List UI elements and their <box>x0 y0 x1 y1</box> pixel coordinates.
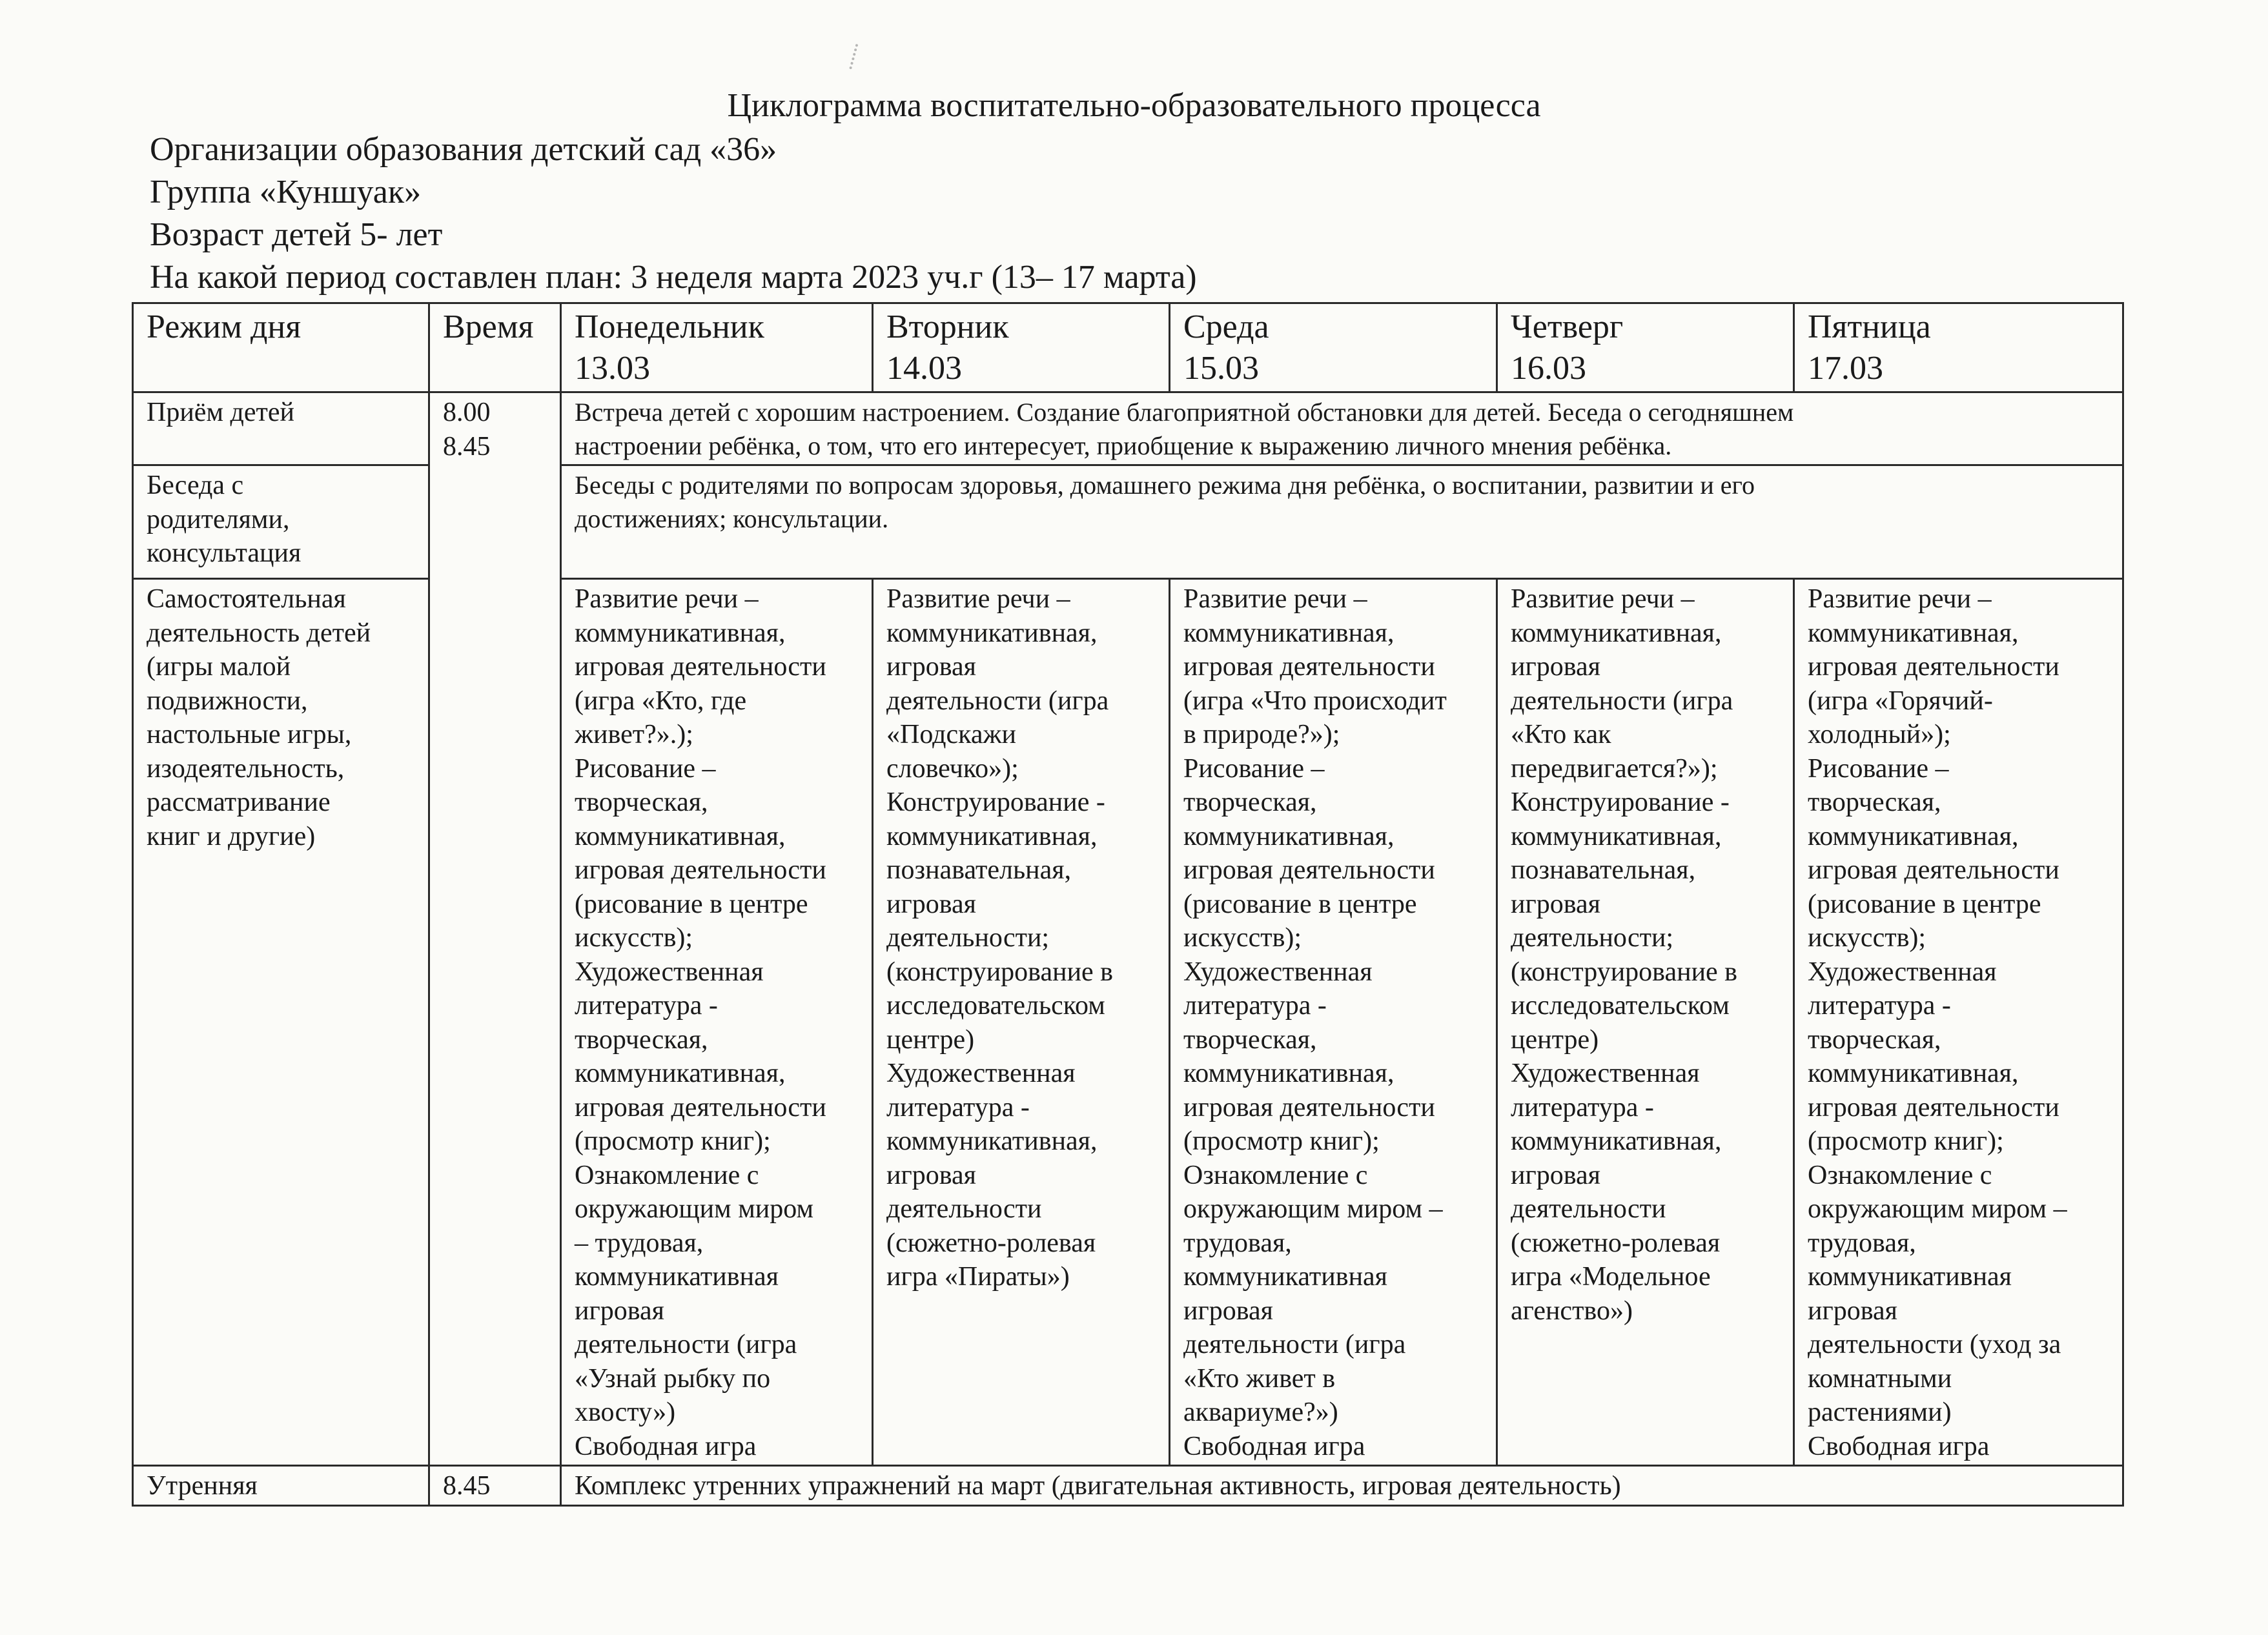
header-time: Время <box>429 303 561 392</box>
time-morning: 8.45 <box>429 1466 561 1506</box>
independent-friday: Развитие речи – коммуникативная, игровая деятельности (игра «Горячий- холодный»); Рисование – творческая, коммуникативная, игровая деятельности (рисование в центре искусств); Художественная литература - творческая, коммуникативная, игровая деятельности (просмотр книг); Ознакомление с окружающим миром – трудовая, коммуникативная игровая деятельности (уход за комнатными растениями) Свободная игра <box>1794 579 2123 1466</box>
age-line: Возраст детей 5- лет <box>150 216 443 253</box>
independent-thursday: Развитие речи – коммуникативная, игровая деятельности (игра «Кто как передвигается?»); Конструирование - коммуникативная, познавательная, игровая деятельности; (конструирование в исследовательском центре) Художественная литература - коммуникативная, игровая деятельности (сюжетно-ролевая игра «Модельное агенство») <box>1497 579 1794 1466</box>
time-reception: 8.00 8.45 <box>429 392 561 1466</box>
row-label-reception: Приём детей <box>133 392 429 465</box>
independent-monday: Развитие речи – коммуникативная, игровая деятельности (игра «Кто, где живет?».); Рисование – творческая, коммуникативная, игровая деятельности (рисование в центре искусств); Художественная литература - творческая, коммуникативная, игровая деятельности (просмотр книг); Ознакомление с окружающим миром – трудовая, коммуникативная игровая деятельности (игра «Узнай рыбку по хвосту») Свободная игра <box>561 579 873 1466</box>
organization-line: Организации образования детский сад «36» <box>150 131 777 168</box>
independent-wednesday: Развитие речи – коммуникативная, игровая деятельности (игра «Что происходит в природе?»); Рисование – творческая, коммуникативная, игровая деятельности (рисование в центре искусств); Художественная литература - творческая, коммуникативная, игровая деятельности (просмотр книг); Ознакомление с окружающим миром – трудовая, коммуникативная игровая деятельности (игра «Кто живет в аквариуме?») Свободная игра <box>1170 579 1497 1466</box>
scan-speck <box>849 44 870 72</box>
table-row-reception <box>133 392 2123 465</box>
parents-text: Беседы с родителями по вопросам здоровья, домашнего режима дня ребёнка, о воспитании, развитии и его достижениях; консультации. <box>561 465 2123 579</box>
table-row-morning <box>133 1466 2123 1506</box>
group-line: Группа «Куншуак» <box>150 174 422 210</box>
document-title: Циклограмма воспитательно-образовательного процесса <box>727 87 1541 124</box>
header-regime: Режим дня <box>133 303 429 392</box>
header-wednesday: Среда 15.03 <box>1170 303 1497 392</box>
header-friday: Пятница 17.03 <box>1794 303 2123 392</box>
reception-text: Встреча детей с хорошим настроением. Создание благоприятной обстановки для детей. Беседа о сегодняшнем настроении ребёнка, о том, что его интересует, приобщение к выражению личного мнения ребёнка. <box>561 392 2123 465</box>
independent-tuesday: Развитие речи – коммуникативная, игровая деятельности (игра «Подскажи словечко»); Конструирование - коммуникативная, познавательная, игровая деятельности; (конструирование в исследовательском центре) Художественная литература - коммуникативная, игровая деятельности (сюжетно-ролевая игра «Пираты») <box>873 579 1170 1466</box>
header-tuesday: Вторник 14.03 <box>873 303 1170 392</box>
table-header-row <box>133 303 2123 392</box>
header-monday: Понедельник 13.03 <box>561 303 873 392</box>
period-line: На какой период составлен план: 3 неделя марта 2023 уч.г (13– 17 марта) <box>150 259 1197 296</box>
row-label-parents: Беседа с родителями, консультация <box>133 465 429 579</box>
schedule-table <box>132 302 2124 1507</box>
morning-text: Комплекс утренних упражнений на март (двигательная активность, игровая деятельность) <box>561 1466 2123 1506</box>
row-label-morning: Утренняя <box>133 1466 429 1506</box>
header-thursday: Четверг 16.03 <box>1497 303 1794 392</box>
row-label-independent: Самостоятельная деятельность детей (игры малой подвижности, настольные игры, изодеятельность, рассматривание книг и другие) <box>133 579 429 1466</box>
